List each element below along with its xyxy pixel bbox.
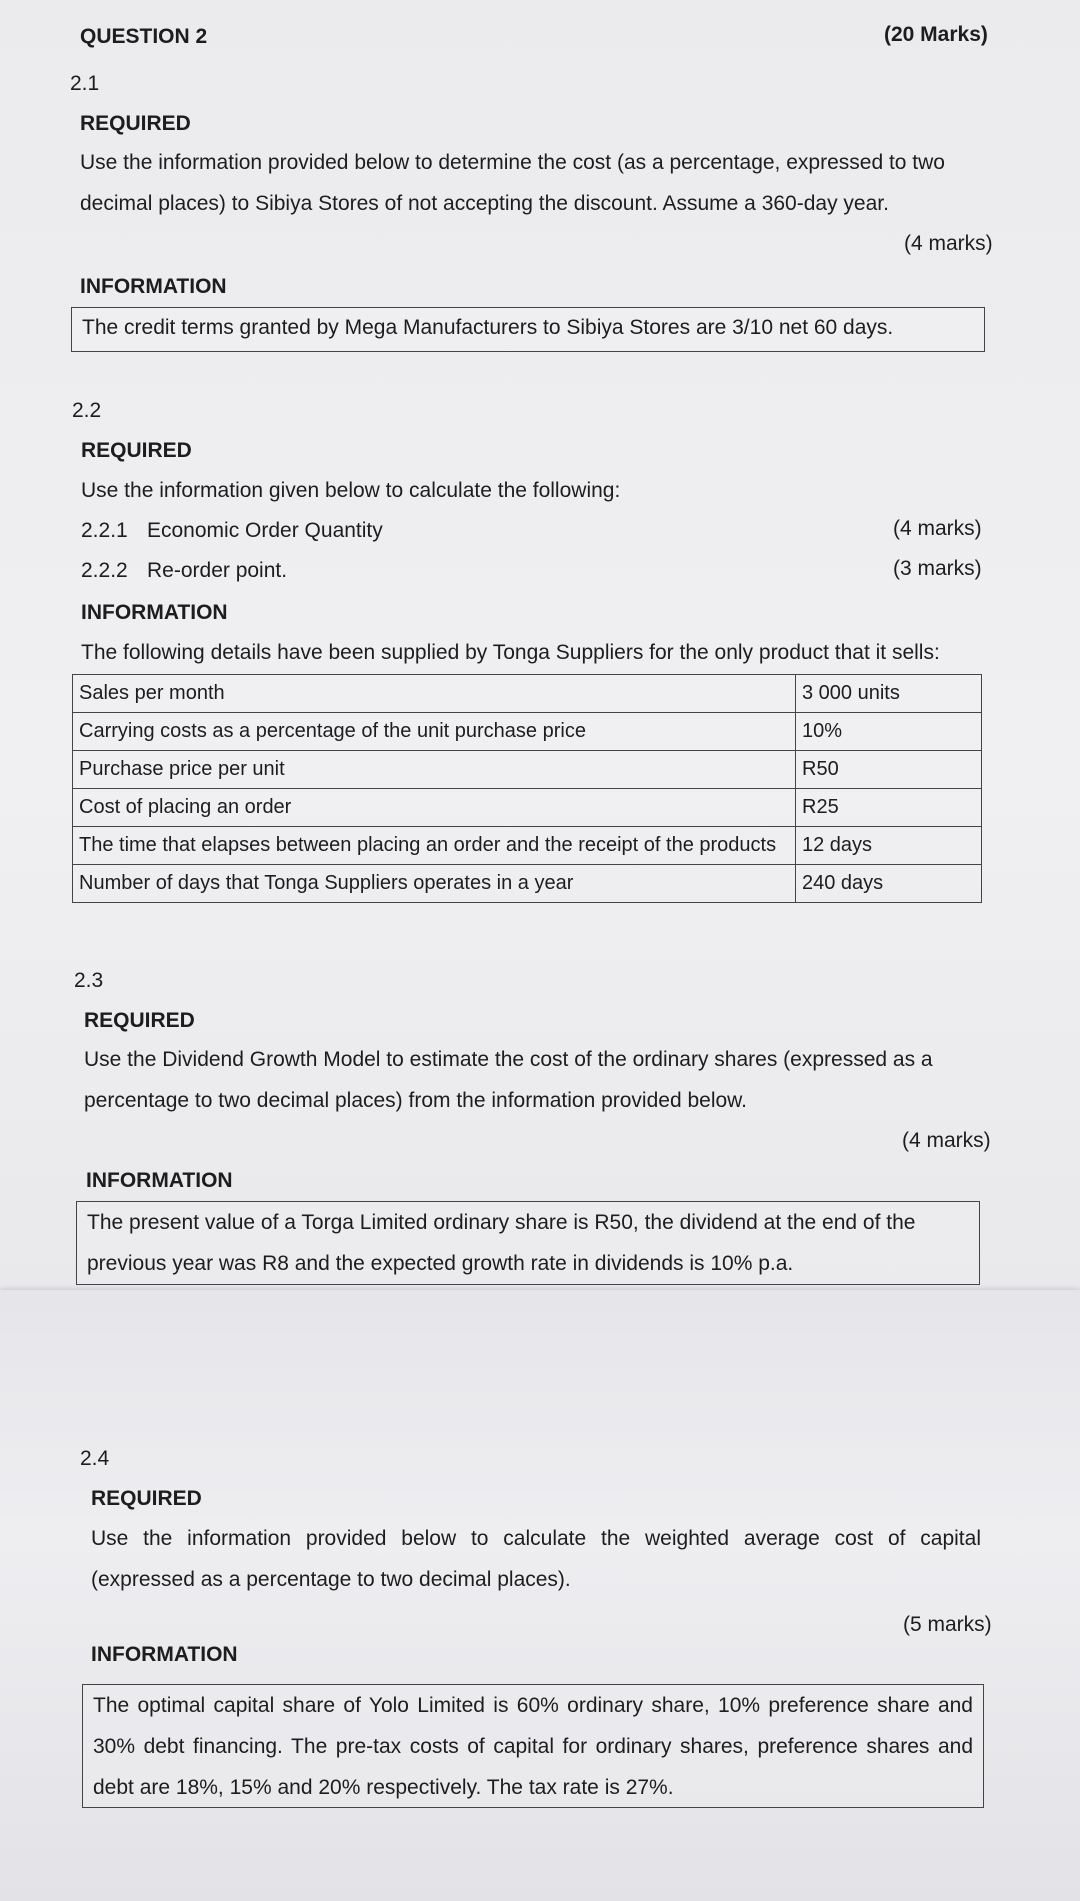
q24-number: 2.4	[80, 1447, 110, 1470]
table-cell-label: Carrying costs as a percentage of the unit purchase price	[73, 713, 796, 751]
table-cell-label: Cost of placing an order	[73, 789, 796, 827]
q22-sub-marks: (3 marks)	[893, 557, 982, 580]
q23-marks: (4 marks)	[902, 1129, 991, 1152]
q21-marks: (4 marks)	[904, 232, 993, 255]
table-row	[73, 827, 982, 865]
table-row	[73, 713, 982, 751]
q22-required-label: REQUIRED	[81, 439, 192, 462]
q22-sub-number: 2.2.1	[81, 519, 128, 542]
q21-info-label: INFORMATION	[80, 275, 227, 298]
table-cell-label: Sales per month	[73, 675, 796, 713]
q23-required-text: Use the Dividend Growth Model to estimate the cost of the ordinary shares (expressed as a percentage to two decimal places) from the information provided below.	[84, 1048, 933, 1112]
question-total-marks: (20 Marks)	[884, 23, 988, 46]
q23-info-box	[76, 1201, 980, 1285]
table-cell-value: R50	[796, 751, 982, 789]
q23-info-label: INFORMATION	[86, 1169, 233, 1192]
q23-info-text: The present value of a Torga Limited ordinary share is R50, the dividend at the end of the previous year was R8 and the expected growth rate in dividends is 10% p.a.	[87, 1211, 916, 1275]
table-cell-value: 10%	[796, 713, 982, 751]
q22-number: 2.2	[72, 399, 102, 422]
q22-required-text: Use the information given below to calculate the following:	[81, 479, 621, 502]
q22-sub-text: Re-order point.	[147, 559, 288, 582]
question-title: QUESTION 2	[80, 25, 208, 48]
q24-info-box	[82, 1684, 984, 1808]
q24-required-label: REQUIRED	[91, 1487, 202, 1510]
q24-marks: (5 marks)	[903, 1613, 992, 1636]
q21-required-label: REQUIRED	[80, 112, 191, 135]
q21-number: 2.1	[70, 72, 100, 95]
table-cell-label: Purchase price per unit	[73, 751, 796, 789]
q22-sub-marks: (4 marks)	[893, 517, 982, 540]
table-cell-value: 12 days	[796, 827, 982, 865]
q21-info-box	[71, 307, 985, 352]
table-cell-label: The time that elapses between placing an order and the receipt of the products	[73, 827, 796, 865]
table-row	[73, 865, 982, 903]
table-cell-value: 3 000 units	[796, 675, 982, 713]
q22-info-intro: The following details have been supplied by Tonga Suppliers for the only product that it sells:	[81, 641, 940, 664]
q22-info-label: INFORMATION	[81, 601, 228, 624]
q21-required-text: Use the information provided below to determine the cost (as a percentage, expressed to two decimal places) to Sibiya Stores of not accepting the discount. Assume a 360-day year.	[80, 151, 945, 215]
q23-number: 2.3	[74, 969, 104, 992]
q24-info-text: The optimal capital share of Yolo Limited is 60% ordinary share, 10% preference share and 30% debt financing. The pre-tax costs of capital for ordinary shares, preference shares and debt are 18%, 15% and 20% respectively. The tax rate is 27%.	[93, 1694, 973, 1799]
q21-info-text: The credit terms granted by Mega Manufacturers to Sibiya Stores are 3/10 net 60 days.	[82, 316, 894, 339]
table-cell-label: Number of days that Tonga Suppliers operates in a year	[73, 865, 796, 903]
table-row	[73, 789, 982, 827]
table-row	[73, 675, 982, 713]
q22-sub-text: Economic Order Quantity	[147, 519, 383, 542]
q22-sub-number: 2.2.2	[81, 559, 128, 582]
table-row	[73, 751, 982, 789]
table-cell-value: R25	[796, 789, 982, 827]
q23-required-label: REQUIRED	[84, 1009, 195, 1032]
q24-info-label: INFORMATION	[91, 1643, 238, 1666]
supplier-details-table	[72, 674, 982, 903]
table-cell-value: 240 days	[796, 865, 982, 903]
q24-required-text: Use the information provided below to calculate the weighted average cost of capital (expressed as a percentage to two decimal places).	[91, 1527, 981, 1591]
